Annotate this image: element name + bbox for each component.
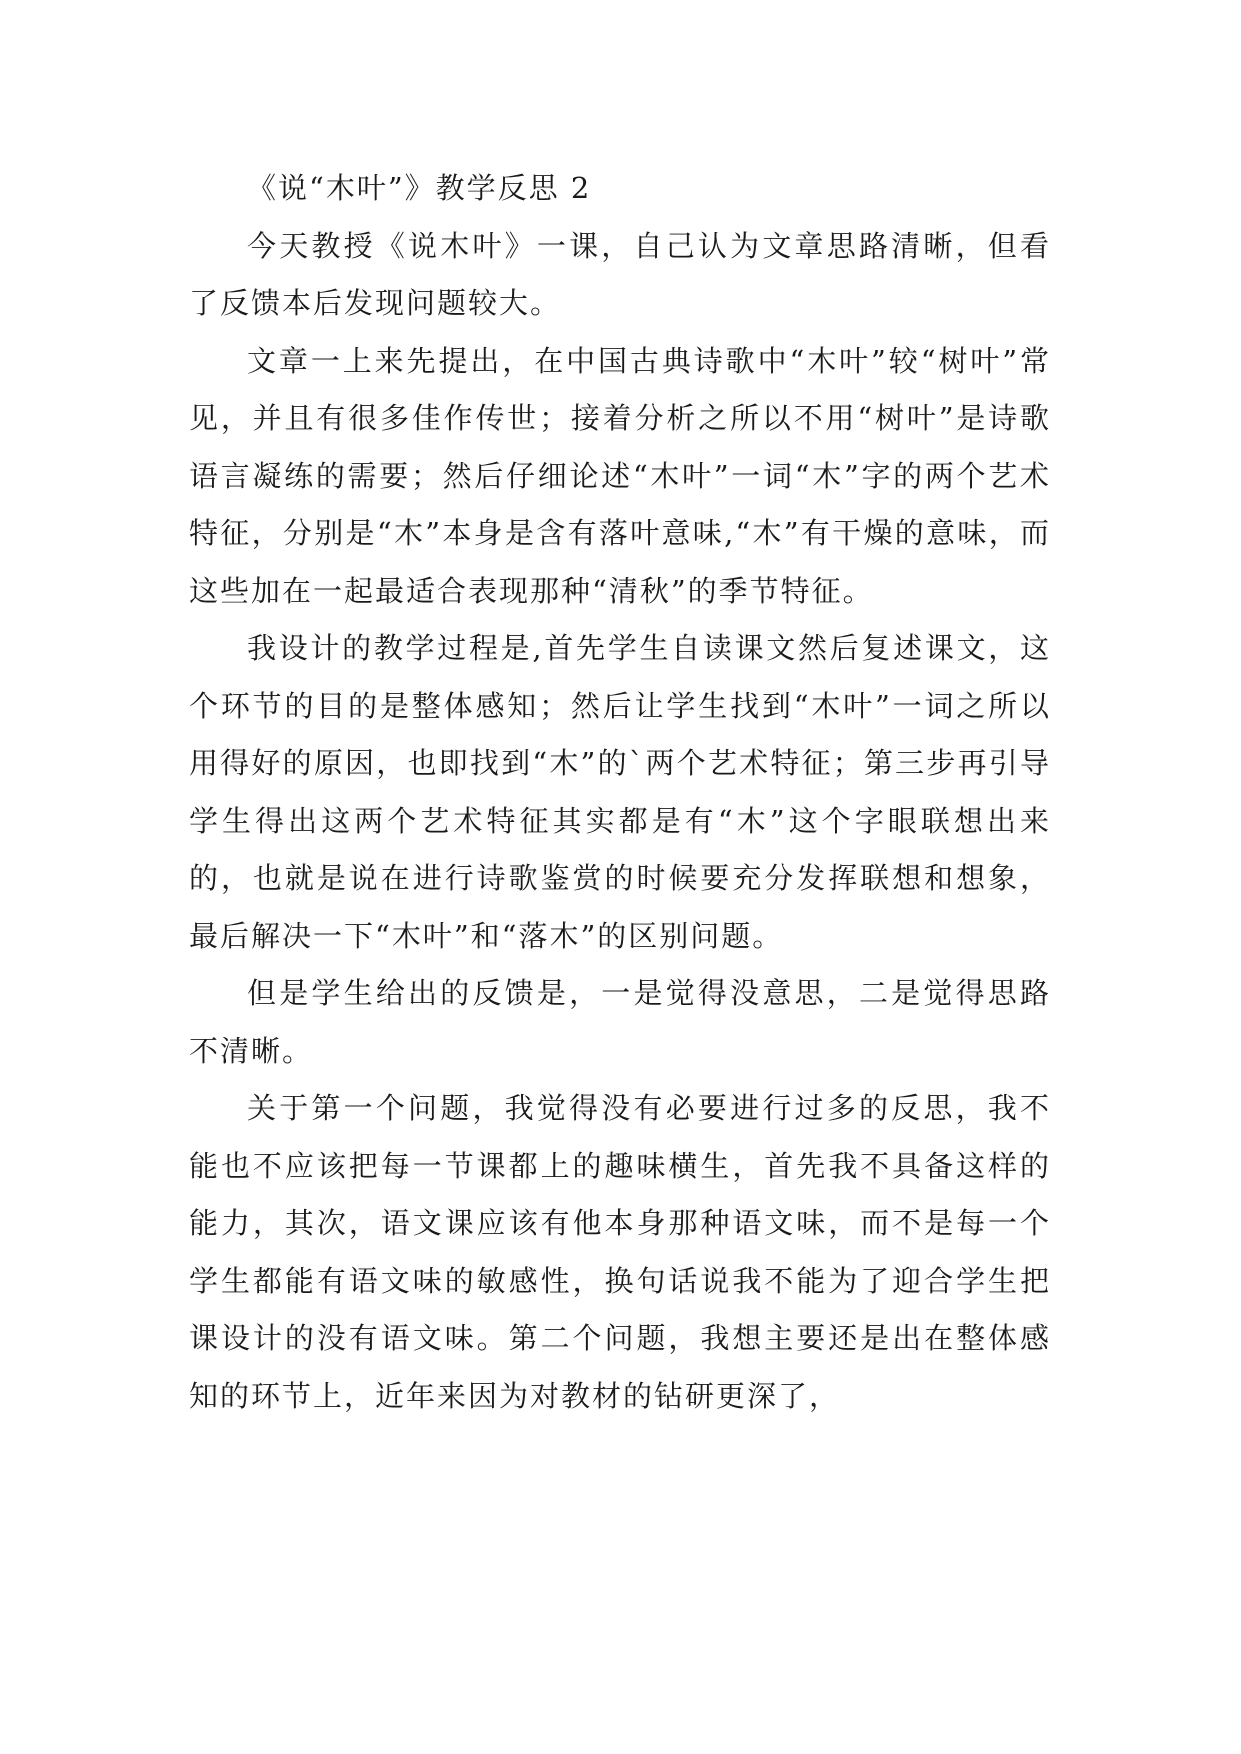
paragraph-3: 我设计的教学过程是,首先学生自读课文然后复述课文，这个环节的目的是整体感知；然后让学生找到“木叶”一词之所以用得好的原因，也即找到“木”的`两个艺术特征；第三步再引导学生得出这两个艺术特征其实都是有“木”这个字眼联想出来的，也就是说在进行诗歌鉴赏的时候要充分发挥联想和想象，最后解决一下“木叶”和“落木”的区别问题。	[189, 631, 1051, 953]
paragraph-5: 关于第一个问题，我觉得没有必要进行过多的反思，我不能也不应该把每一节课都上的趣味横生，首先我不具备这样的能力，其次，语文课应该有他本身那种语文味，而不是每一个学生都能有语文味的敏感性，换句话说我不能为了迎合学生把课设计的没有语文味。第二个问题，我想主要还是出在整体感知的环节上，近年来因为对教材的钻研更深了，	[189, 1091, 1051, 1413]
document-body	[189, 160, 1051, 1425]
paragraph-4: 但是学生给出的反馈是，一是觉得没意思，二是觉得思路不清晰。	[189, 976, 1051, 1068]
paragraph-1: 今天教授《说木叶》一课，自己认为文章思路清晰，但看了反馈本后发现问题较大。	[189, 228, 1051, 320]
paragraph-2: 文章一上来先提出，在中国古典诗歌中“木叶”较“树叶”常见，并且有很多佳作传世；接着分析之所以不用“树叶”是诗歌语言凝练的需要；然后仔细论述“木叶”一词“木”字的两个艺术特征，分别是“木”本身是含有落叶意味,“木”有干燥的意味，而这些加在一起最适合表现那种“清秋”的季节特征。	[189, 343, 1051, 608]
document-title: 《说“木叶”》教学反思 2	[247, 171, 592, 205]
